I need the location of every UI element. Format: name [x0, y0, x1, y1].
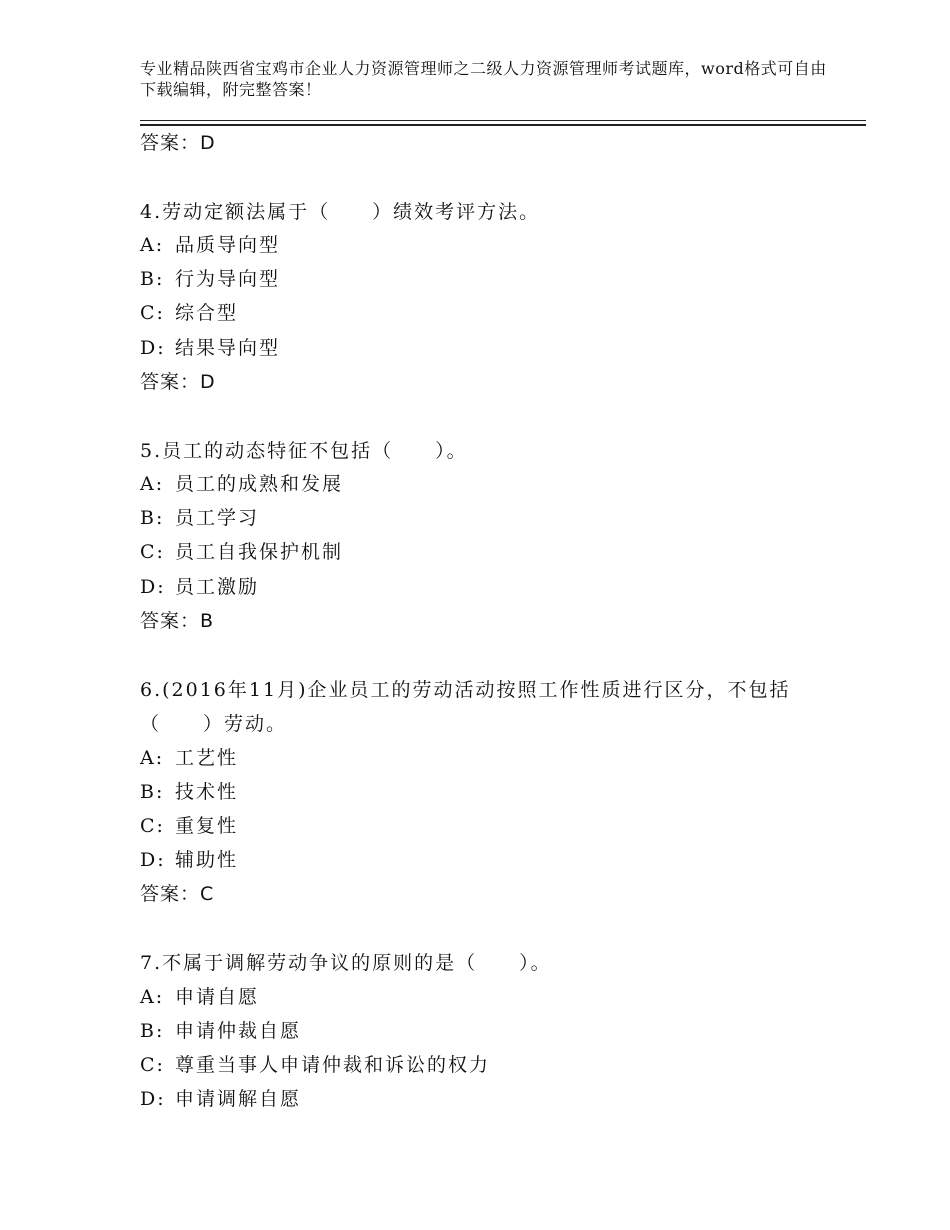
option-d	[140, 1087, 301, 1111]
answer-label: 答案：C	[140, 883, 215, 905]
option-c	[140, 814, 238, 838]
option-text: 员工激励	[175, 576, 260, 598]
option-letter: A:	[140, 473, 165, 495]
option-a	[140, 233, 280, 257]
option-a	[140, 746, 238, 770]
option-b	[140, 506, 259, 530]
option-text: 辅助性	[175, 849, 239, 871]
option-c	[140, 540, 343, 564]
answer-label: 答案：D	[140, 371, 216, 393]
option-b	[140, 267, 280, 291]
option-d	[140, 336, 280, 360]
option-letter: C:	[140, 815, 165, 837]
option-text: 员工学习	[175, 507, 260, 529]
option-d	[140, 848, 238, 872]
question-text: 4.劳动定额法属于（ ）绩效考评方法。	[140, 201, 541, 223]
option-letter: C:	[140, 541, 165, 563]
option-text: 员工自我保护机制	[175, 541, 344, 563]
option-text: 员工的成熟和发展	[175, 473, 344, 495]
option-d	[140, 575, 259, 599]
option-text: 重复性	[175, 815, 239, 837]
option-c	[140, 301, 238, 325]
option-c	[140, 1053, 490, 1077]
option-text: 结果导向型	[175, 337, 281, 359]
option-text: 综合型	[175, 302, 239, 324]
option-text: 申请调解自愿	[175, 1088, 302, 1110]
option-a	[140, 985, 259, 1009]
question-text: 7.不属于调解劳动争议的原则的是（ ）。	[140, 952, 552, 974]
option-text: 申请仲裁自愿	[175, 1020, 302, 1042]
option-text: 尊重当事人申请仲裁和诉讼的权力	[175, 1054, 491, 1076]
answer-label: 答案：D	[140, 132, 216, 154]
answer-label: 答案：B	[140, 610, 215, 632]
option-letter: B:	[140, 268, 165, 290]
option-letter: D:	[140, 849, 166, 871]
question-text: 5.员工的动态特征不包括（ ）。	[140, 440, 468, 462]
option-text: 品质导向型	[175, 234, 281, 256]
option-letter: D:	[140, 576, 166, 598]
option-letter: B:	[140, 507, 165, 529]
header-divider-thick	[140, 124, 866, 126]
option-letter: D:	[140, 1088, 166, 1110]
option-text: 工艺性	[175, 747, 239, 769]
option-b	[140, 780, 238, 804]
option-letter: A:	[140, 986, 165, 1008]
option-text: 申请自愿	[175, 986, 260, 1008]
option-letter: C:	[140, 302, 165, 324]
option-letter: A:	[140, 234, 165, 256]
option-a	[140, 472, 343, 496]
document-header: 专业精品陕西省宝鸡市企业人力资源管理师之二级人力资源管理师考试题库，word格式可自由下载编辑，附完整答案！	[140, 59, 827, 99]
option-letter: C:	[140, 1054, 165, 1076]
option-letter: A:	[140, 747, 165, 769]
header-divider	[140, 120, 866, 121]
option-text: 技术性	[175, 781, 239, 803]
option-text: 行为导向型	[175, 268, 281, 290]
option-letter: B:	[140, 781, 165, 803]
option-letter: B:	[140, 1020, 165, 1042]
option-b	[140, 1019, 301, 1043]
question-text: 6.(2016年11月)企业员工的劳动活动按照工作性质进行区分，不包括（ ）劳动。	[140, 679, 791, 735]
option-letter: D:	[140, 337, 166, 359]
